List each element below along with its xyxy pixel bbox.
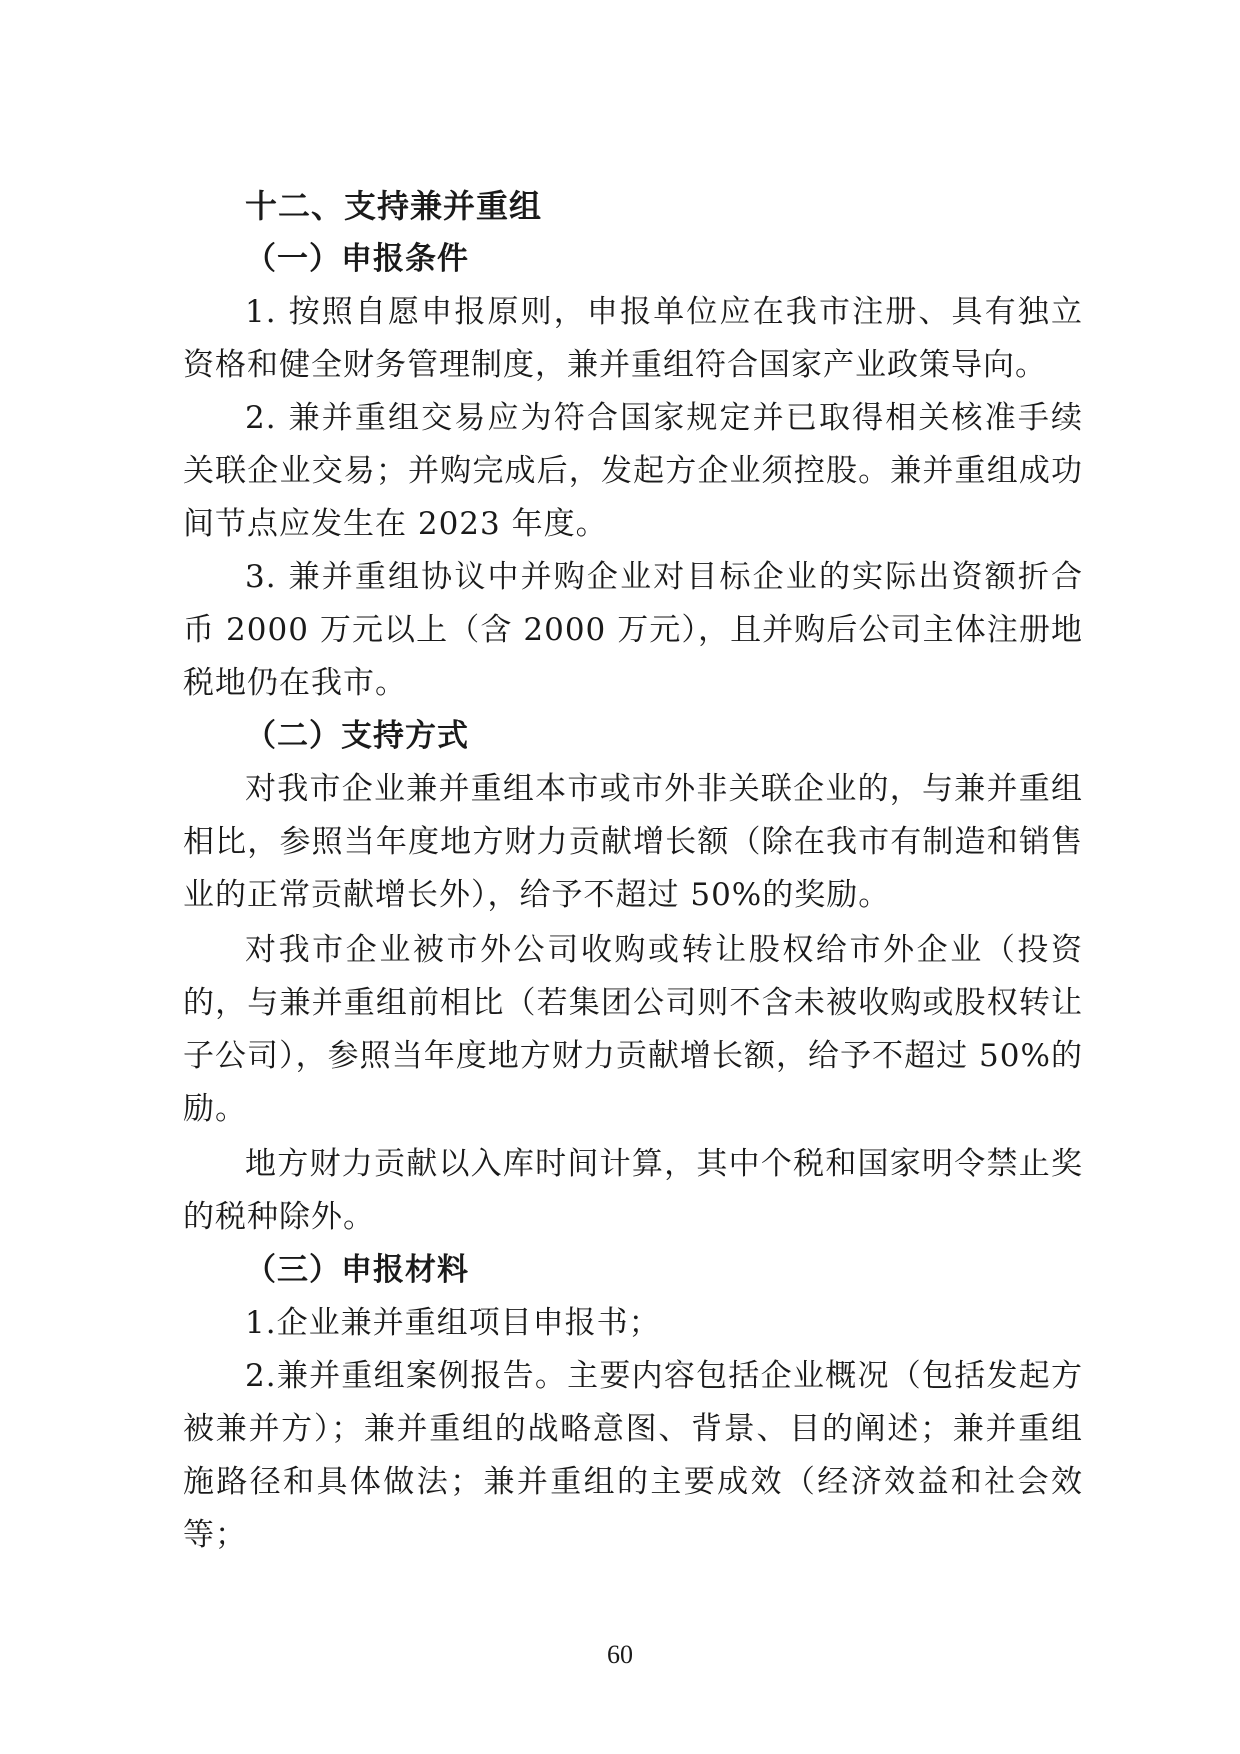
paragraph-line: 业的正常贡献增长外），给予不超过 50%的奖励。 <box>183 877 891 913</box>
paragraph-line: 的税种除外。 <box>183 1199 375 1235</box>
paragraph-line: 资格和健全财务管理制度，兼并重组符合国家产业政策导向。 <box>183 347 1047 383</box>
paragraph-line: 间节点应发生在 2023 年度。 <box>183 506 608 542</box>
paragraph-line: 地方财力贡献以入库时间计算，其中个税和国家明令禁止奖 <box>245 1146 1083 1182</box>
paragraph-line: 对我市企业被市外公司收购或转让股权给市外企业（投资 <box>245 932 1083 968</box>
paragraph-line: 子公司），参照当年度地方财力贡献增长额，给予不超过 50%的 <box>183 1038 1083 1074</box>
paragraph-line: 关联企业交易；并购完成后，发起方企业须控股。兼并重组成功 <box>183 453 1083 489</box>
heading-application-materials: （三）申报材料 <box>245 1252 469 1288</box>
heading-application-conditions: （一）申报条件 <box>245 241 469 277</box>
paragraph-line: 施路径和具体做法；兼并重组的主要成效（经济效益和社会效 <box>183 1464 1083 1500</box>
section-title: 十二、支持兼并重组 <box>245 187 543 225</box>
paragraph-line: 励。 <box>183 1091 247 1127</box>
page-number: 60 <box>607 1640 633 1669</box>
heading-support-methods: （二）支持方式 <box>245 718 469 754</box>
paragraph-line: 被兼并方）；兼并重组的战略意图、背景、目的阐述；兼并重组 <box>183 1411 1083 1447</box>
paragraph-line: 的，与兼并重组前相比（若集团公司则不含未被收购或股权转让 <box>183 985 1083 1021</box>
paragraph-line: 1.企业兼并重组项目申报书； <box>245 1305 661 1341</box>
paragraph-line: 等； <box>183 1517 247 1553</box>
paragraph-line: 3. 兼并重组协议中并购企业对目标企业的实际出资额折合 <box>245 559 1083 595</box>
paragraph-line: 相比，参照当年度地方财力贡献增长额（除在我市有制造和销售 <box>183 824 1083 860</box>
paragraph-line: 2. 兼并重组交易应为符合国家规定并已取得相关核准手续 <box>245 400 1083 436</box>
page-content <box>183 180 1083 1562</box>
paragraph-line: 2.兼并重组案例报告。主要内容包括企业概况（包括发起方 <box>245 1358 1083 1394</box>
paragraph-line: 对我市企业兼并重组本市或市外非关联企业的，与兼并重组 <box>245 771 1083 807</box>
paragraph-line: 1. 按照自愿申报原则，申报单位应在我市注册、具有独立 <box>245 294 1083 330</box>
paragraph-line: 币 2000 万元以上（含 2000 万元），且并购后公司主体注册地 <box>183 612 1083 648</box>
paragraph-line: 税地仍在我市。 <box>183 665 407 701</box>
